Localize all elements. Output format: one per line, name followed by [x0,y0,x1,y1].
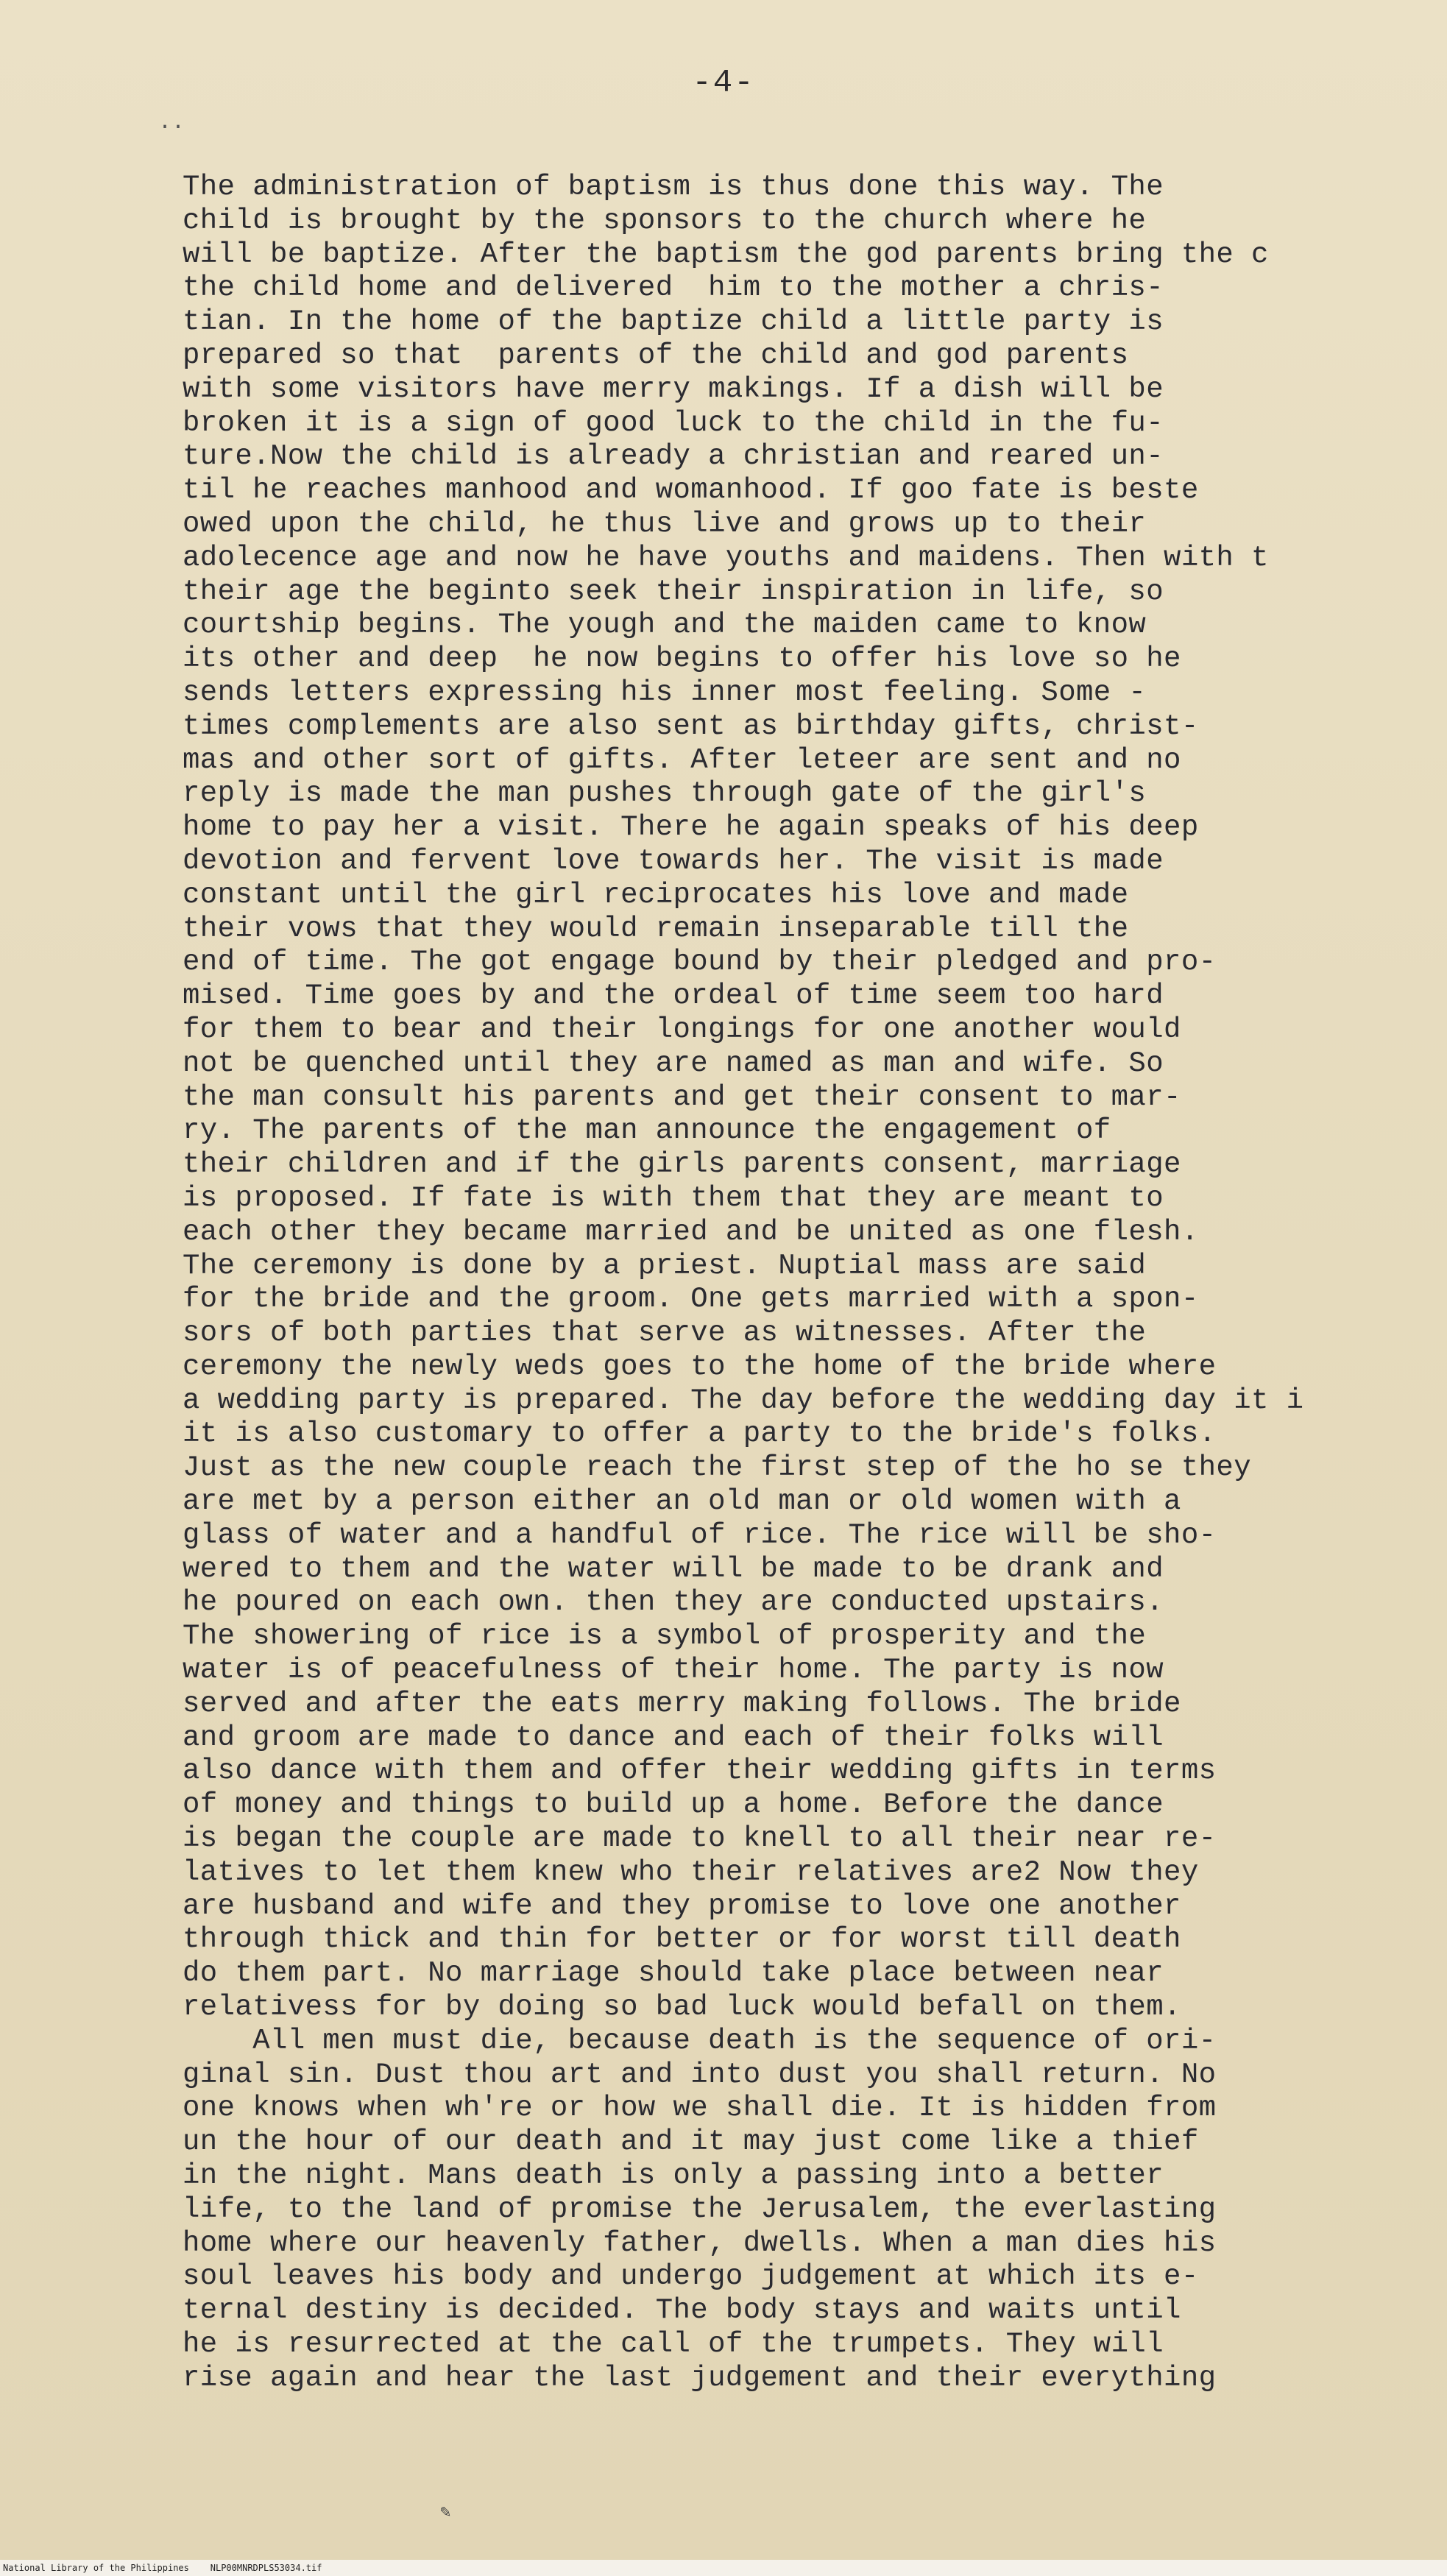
text-line: one knows when wh're or how we shall die. It is hidden from [183,2092,1217,2125]
text-line: mised. Time goes by and the ordeal of time seem too hard [183,980,1164,1013]
text-line: All men must die, because death is the sequence of ori- [183,2024,1217,2057]
text-line: are met by a person either an old man or old women with a [183,1485,1181,1518]
body-text [183,171,1434,2396]
text-line: rise again and hear the last judgement and their everything [183,2361,1217,2394]
text-line: with some visitors have merry makings. If a dish will be [183,372,1164,406]
text-line: do them part. No marriage should take place between near [183,1957,1164,1990]
text-line: relativess for by doing so bad luck would befall on them. [183,1991,1181,2024]
text-line: reply is made the man pushes through gate of the girl's [183,777,1147,810]
text-line: adolecence age and now he have youths and maidens. Then with t [183,541,1269,574]
text-line: prepared so that parents of the child and god parents [183,339,1129,372]
text-line: ry. The parents of the man announce the engagement of [183,1114,1111,1147]
text-line: also dance with them and offer their wedding gifts in terms [183,1755,1217,1788]
text-line: through thick and thin for better or for worst till death [183,1923,1181,1956]
text-line: sends letters expressing his inner most feeling. Some - [183,676,1147,709]
text-line: ceremony the newly weds goes to the home of the bride where [183,1350,1217,1383]
text-line: courtship begins. The yough and the maiden came to know [183,609,1147,642]
text-line: is proposed. If fate is with them that they are meant to [183,1181,1164,1214]
text-line: their age the beginto seek their inspiration in life, so [183,575,1164,608]
text-line: not be quenched until they are named as man and wife. So [183,1047,1164,1080]
text-line: constant until the girl reciprocates his love and made [183,878,1129,911]
text-line: life, to the land of promise the Jerusalem, the everlasting [183,2193,1217,2226]
text-line: of money and things to build up a home. Before the dance [183,1788,1164,1822]
text-line: owed upon the child, he thus live and grows up to their [183,507,1147,540]
text-line: The administration of baptism is thus done this way. The [183,171,1164,203]
text-line: will be baptize. After the baptism the god parents bring the c [183,238,1269,271]
text-line: a wedding party is prepared. The day before the wedding day it i [183,1384,1304,1417]
text-line: til he reaches manhood and womanhood. If goo fate is beste [183,474,1199,507]
text-line: sors of both parties that serve as witnesses. After the [183,1317,1147,1350]
text-line: un the hour of our death and it may just come like a thief [183,2126,1199,2159]
text-line: The ceremony is done by a priest. Nuptial mass are said [183,1249,1147,1282]
text-line: mas and other sort of gifts. After leteer are sent and no [183,743,1181,776]
text-line: in the night. Mans death is only a passing into a better [183,2159,1164,2193]
text-line: each other they became married and be united as one flesh. [183,1215,1199,1248]
text-line: latives to let them knew who their relatives are2 Now they [183,1855,1199,1889]
stray-mark: .. [158,110,185,135]
text-line: are husband and wife and they promise to love one another [183,1889,1181,1922]
text-line: child is brought by the sponsors to the church where he [183,204,1147,237]
text-line: ginal sin. Dust thou art and into dust you shall return. No [183,2058,1217,2091]
text-line: their children and if the girls parents consent, marriage [183,1148,1181,1181]
text-line: for the bride and the groom. One gets married with a spon- [183,1283,1199,1316]
text-line: ture.Now the child is already a christian and reared un- [183,440,1164,473]
text-line: broken it is a sign of good luck to the child in the fu- [183,406,1164,439]
text-line: The showering of rice is a symbol of prosperity and the [183,1620,1147,1653]
text-line: served and after the eats merry making follows. The bride [183,1687,1181,1720]
text-line: end of time. The got engage bound by their pledged and pro- [183,946,1217,979]
text-line: soul leaves his body and undergo judgement at which its e- [183,2260,1199,2293]
page-number: -4- [692,65,755,102]
text-line: tian. In the home of the baptize child a little party is [183,305,1164,339]
text-line: glass of water and a handful of rice. The rice will be sho- [183,1518,1217,1551]
text-line: times complements are also sent as birthday gifts, christ- [183,710,1199,743]
text-line: Just as the new couple reach the first step of the ho se they [183,1451,1252,1485]
text-line: the child home and delivered him to the mother a chris- [183,272,1164,305]
text-line: it is also customary to offer a party to the bride's folks. [183,1418,1217,1451]
bottom-ink-mark: ✎ [440,2503,451,2523]
text-line: its other and deep he now begins to offer his love so he [183,643,1181,676]
text-line: devotion and fervent love towards her. The visit is made [183,844,1164,877]
text-line: the man consult his parents and get their consent to mar- [183,1080,1181,1114]
text-line: ternal destiny is decided. The body stays and waits until [183,2294,1181,2327]
text-line: and groom are made to dance and each of their folks will [183,1721,1164,1754]
text-line: for them to bear and their longings for one another would [183,1013,1181,1046]
text-line: home to pay her a visit. There he again speaks of his deep [183,811,1199,844]
text-line: is began the couple are made to knell to all their near re- [183,1822,1217,1855]
text-line: water is of peacefulness of their home. The party is now [183,1654,1164,1687]
text-line: wered to them and the water will be made to be drank and [183,1552,1164,1585]
text-line: their vows that they would remain inseparable till the [183,912,1129,945]
text-line: he is resurrected at the call of the trumpets. They will [183,2328,1164,2360]
scan-footer: National Library of the Philippines NLP00MNRDPLS53034.tif [0,2560,1447,2576]
text-line: he poured on each own. then they are conducted upstairs. [183,1586,1164,1619]
text-line: home where our heavenly father, dwells. When a man dies his [183,2226,1217,2260]
